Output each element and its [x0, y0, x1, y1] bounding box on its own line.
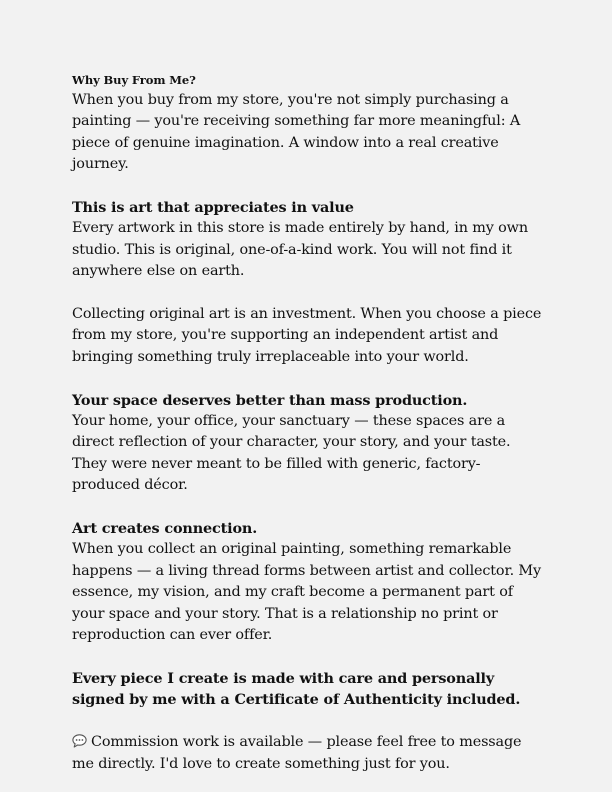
- intro-paragraph: When you buy from my store, you're not simply purchasing a painting — you're receiving something far more meaningful: A piece of genuine imagination. A window into a real creative journey.: [72, 92, 521, 173]
- section-heading-space: Your space deserves better than mass production.: [72, 391, 468, 409]
- section-body-connection: When you collect an original painting, something remarkable happens — a living thread forms between artist and collector. My essence, my vision, and my craft become a permanent part of your space and your story. That is a relationship no print or reproduction can ever offer.: [72, 541, 542, 644]
- paragraph-gap: [72, 497, 542, 518]
- section-body-value: Every artwork in this store is made entirely by hand, in my own studio. This is original, one-of-a-kind work. You will not find it anywhere else on earth.: [72, 220, 528, 280]
- commission-paragraph: [72, 732, 542, 775]
- paragraph-gap: [72, 283, 542, 304]
- document-title: Why Buy From Me?: [72, 73, 196, 87]
- section-heading-connection: Art creates connection.: [72, 520, 258, 538]
- speech-bubble-icon: [72, 734, 87, 748]
- section-body-space: Your home, your office, your sanctuary — these spaces are a direct reflection of your character, your story, and your taste. They were never meant to be filled with generic, factory-produced décor.: [72, 413, 511, 494]
- paragraph-gap: [72, 176, 542, 197]
- investment-paragraph: Collecting original art is an investment. When you choose a piece from my store, you're supporting an independent artist and bringing something truly irreplaceable into your world.: [72, 306, 542, 365]
- commission-text: Commission work is available — please feel free to message me directly. I'd love to create something just for you.: [72, 734, 522, 772]
- section-heading-value: This is art that appreciates in value: [72, 199, 354, 217]
- certificate-paragraph: Every piece I create is made with care and personally signed by me with a Certificate of Authenticity included.: [72, 669, 521, 709]
- paragraph-gap: [72, 711, 542, 732]
- paragraph-gap: [72, 368, 542, 389]
- document-page: [72, 70, 542, 775]
- paragraph-gap: [72, 647, 542, 668]
